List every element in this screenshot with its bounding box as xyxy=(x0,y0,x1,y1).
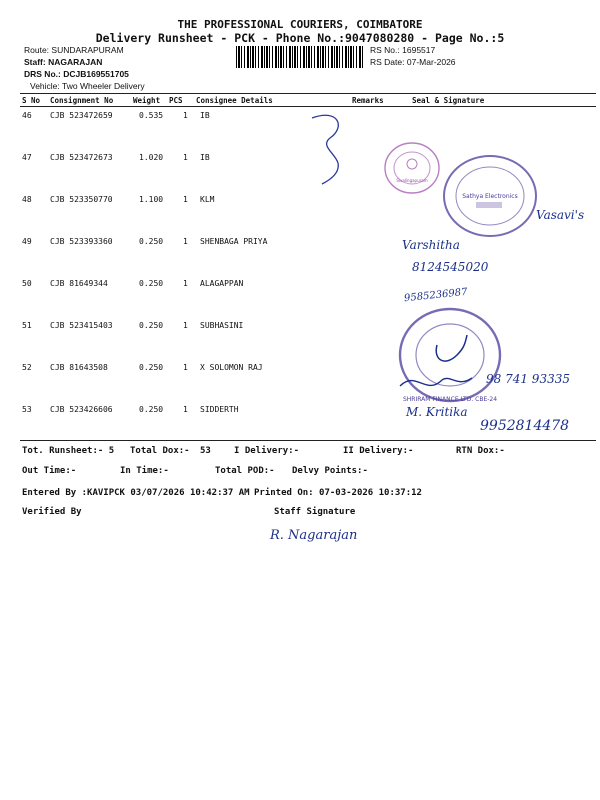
row-sno: 53 xyxy=(22,405,32,414)
handwritten-phone-52: 98 741 93335 xyxy=(486,372,570,386)
signature-scribble xyxy=(300,108,360,188)
table-row xyxy=(0,279,600,291)
company-stamp-small xyxy=(382,140,442,196)
row-sno: 48 xyxy=(22,195,32,204)
staff-signature: R. Nagarajan xyxy=(270,528,358,543)
drs-label: DRS No.: xyxy=(24,69,61,79)
row-weight: 1.020 xyxy=(139,153,164,162)
row-consignment: CJB 523350770 xyxy=(50,195,113,204)
col-sno: S No xyxy=(22,96,41,105)
handwritten-name-53: M. Kritika xyxy=(406,405,468,419)
row-consignee: SIDDERTH xyxy=(200,405,239,414)
vehicle-row xyxy=(30,81,145,91)
row-weight: 0.250 xyxy=(139,237,164,246)
total-pod: Total POD:- xyxy=(215,466,275,476)
vehicle-label: Vehicle: xyxy=(30,81,60,91)
row-sno: 52 xyxy=(22,363,32,372)
row-pcs: 1 xyxy=(183,153,188,162)
row-sno: 50 xyxy=(22,279,32,288)
row-pcs: 1 xyxy=(183,405,188,414)
handwritten-name-49: Varshitha xyxy=(402,238,460,252)
row-consignee: ALAGAPPAN xyxy=(200,279,244,288)
stamp-51-text: SHRIRAM FINANCE LTD. CBE-24 xyxy=(402,396,498,403)
total-dox-value: 53 xyxy=(200,446,211,456)
row-consignment: CJB 81643508 xyxy=(50,363,108,372)
vehicle-value: Two Wheeler Delivery xyxy=(62,81,145,91)
row-pcs: 1 xyxy=(183,363,188,372)
row-consignee: KLM xyxy=(200,195,215,204)
delvy-points: Delvy Points:- xyxy=(292,466,368,476)
table-row xyxy=(0,321,600,333)
route-row xyxy=(24,45,124,55)
row-weight: 0.250 xyxy=(139,363,164,372)
handwritten-phone-50: 9585236987 xyxy=(403,286,469,305)
table-header-rule xyxy=(20,106,596,107)
row-pcs: 1 xyxy=(183,195,188,204)
drs-value: DCJB169551705 xyxy=(63,69,129,79)
route-value: SUNDARAPURAM xyxy=(51,45,124,55)
printed-on: Printed On: 07-03-2026 10:37:12 xyxy=(254,488,422,498)
row-consignment: CJB 523472659 xyxy=(50,111,113,120)
table-row xyxy=(0,405,600,417)
row-consignment: CJB 81649344 xyxy=(50,279,108,288)
drs-row xyxy=(24,69,129,79)
row-weight: 0.250 xyxy=(139,405,164,414)
row-sno: 49 xyxy=(22,237,32,246)
row-pcs: 1 xyxy=(183,321,188,330)
rs-date-row xyxy=(370,57,456,67)
row-consignee: IB xyxy=(200,153,210,162)
rs-date-label: RS Date: xyxy=(370,57,405,67)
barcode-image xyxy=(236,46,364,68)
company-stamp-round xyxy=(440,152,540,242)
route-label: Route: xyxy=(24,45,50,55)
ii-delivery: II Delivery:- xyxy=(343,446,414,456)
row-consignment: CJB 523472673 xyxy=(50,153,113,162)
rtn-dox: RTN Dox:- xyxy=(456,446,505,456)
handwritten-phone-53: 9952814478 xyxy=(480,418,570,434)
row-sno: 51 xyxy=(22,321,32,330)
row-weight: 0.250 xyxy=(139,321,164,330)
table-top-rule xyxy=(20,93,596,94)
handwritten-phone-49: 8124545020 xyxy=(412,260,489,274)
staff-row xyxy=(24,57,102,67)
col-seal: Seal & Signature xyxy=(412,96,485,105)
row-consignee: X SOLOMON RAJ xyxy=(200,363,263,372)
row-weight: 0.250 xyxy=(139,279,164,288)
runsheet-subtitle: Delivery Runsheet - PCK - Phone No.:9047080280 - Page No.:5 xyxy=(95,31,505,45)
col-weight: Weight xyxy=(133,96,161,105)
entered-by: Entered By :KAVIPCK 03/07/2026 10:42:37 AM xyxy=(22,488,250,498)
rs-no-label: RS No.: xyxy=(370,45,400,55)
row-sno: 47 xyxy=(22,153,32,162)
rs-date-value: 07-Mar-2026 xyxy=(406,57,456,67)
i-delivery: I Delivery:- xyxy=(234,446,300,456)
row-consignment: CJB 523426606 xyxy=(50,405,113,414)
row-consignee: IB xyxy=(200,111,210,120)
row-sno: 46 xyxy=(22,111,32,120)
row-pcs: 1 xyxy=(183,279,188,288)
row-consignee: SUBHASINI xyxy=(200,321,244,330)
col-consignee: Consignee Details xyxy=(196,96,273,105)
rs-no-value: 1695517 xyxy=(402,45,436,55)
out-time: Out Time:- xyxy=(22,466,77,476)
total-dox-label: Total Dox:- xyxy=(130,446,190,456)
row-pcs: 1 xyxy=(183,237,188,246)
handwritten-vasavi: Vasavi's xyxy=(536,208,585,222)
row-consignment: CJB 523415403 xyxy=(50,321,113,330)
verified-by: Verified By xyxy=(22,507,82,517)
row-consignment: CJB 523393360 xyxy=(50,237,113,246)
stamp-47-text: Sivalingapuram xyxy=(396,178,428,183)
rs-no-row xyxy=(370,45,435,55)
col-pcs: PCS xyxy=(169,96,183,105)
staff-signature-label: Staff Signature xyxy=(274,507,356,517)
row-consignee: SHENBAGA PRIYA xyxy=(200,237,268,246)
row-weight: 0.535 xyxy=(139,111,164,120)
signature-52 xyxy=(396,368,476,398)
in-time: In Time:- xyxy=(120,466,169,476)
table-bottom-rule xyxy=(20,440,596,441)
col-consignment: Consignment No xyxy=(50,96,114,105)
staff-value: NAGARAJAN xyxy=(48,57,103,67)
col-remarks: Remarks xyxy=(352,96,384,105)
stamp-48-text: Sathya Electronics xyxy=(462,193,518,200)
row-weight: 1.100 xyxy=(139,195,164,204)
company-title: THE PROFESSIONAL COURIERS, COIMBATORE xyxy=(177,18,423,31)
staff-label: Staff: xyxy=(24,57,46,67)
row-pcs: 1 xyxy=(183,111,188,120)
tot-runsheet: Tot. Runsheet:- 5 xyxy=(22,446,115,456)
